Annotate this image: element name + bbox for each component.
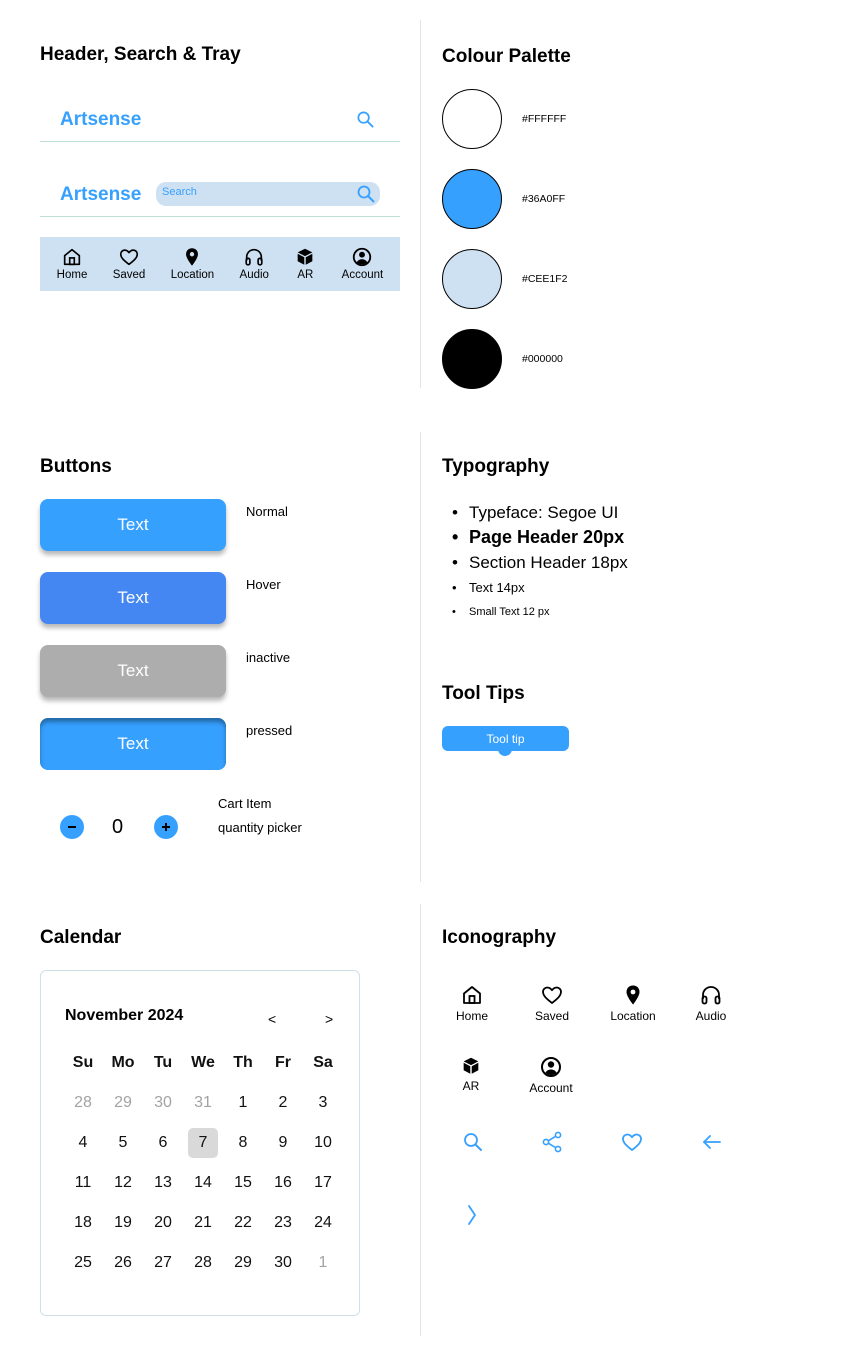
- calendar-day[interactable]: 4: [78, 1134, 88, 1151]
- typography-list: [452, 500, 628, 625]
- cube-icon: [294, 246, 316, 268]
- calendar-grid: [63, 1043, 343, 1283]
- button-state-label: Normal: [246, 504, 288, 519]
- calendar-month-label: November 2024: [65, 1007, 184, 1024]
- search-placeholder: Search: [162, 186, 197, 198]
- icon-sample-account: [511, 1055, 591, 1095]
- tray-item-home[interactable]: [57, 246, 88, 282]
- button-state-label: pressed: [246, 723, 293, 738]
- calendar-day-selected[interactable]: [183, 1123, 223, 1163]
- heart-outline-icon: [620, 1130, 644, 1154]
- calendar-day[interactable]: 14: [194, 1174, 212, 1191]
- calendar-day[interactable]: 26: [114, 1254, 132, 1271]
- icon-sample-home: [432, 983, 512, 1023]
- section-title-iconography: Iconography: [442, 927, 557, 948]
- section-title-tooltips: Tool Tips: [442, 683, 525, 704]
- weekday-label: Su: [72, 1054, 94, 1071]
- section-title-buttons: Buttons: [40, 456, 112, 477]
- section-title-header: Header, Search & Tray: [40, 44, 241, 65]
- heart-icon: [540, 983, 564, 1007]
- calendar-next-button[interactable]: >: [325, 1011, 334, 1027]
- header-underline-2: [40, 216, 400, 217]
- calendar-day[interactable]: 20: [154, 1214, 172, 1231]
- calendar-prev-button[interactable]: <: [268, 1011, 277, 1027]
- icon-label: AR: [462, 1079, 480, 1093]
- swatch-label: #36A0FF: [522, 193, 566, 205]
- icon-label: Home: [455, 1009, 488, 1023]
- weekday-label: Mo: [111, 1054, 135, 1071]
- home-icon: [460, 983, 484, 1007]
- calendar-day[interactable]: 6: [158, 1134, 168, 1151]
- typography-item: • Typeface: Segoe UI: [452, 500, 628, 525]
- chevron-right-icon: [460, 1203, 484, 1227]
- tray-item-account[interactable]: [342, 246, 384, 282]
- weekday-label: Tu: [153, 1054, 173, 1071]
- section-title-typography: Typography: [442, 456, 550, 477]
- calendar-day[interactable]: 29: [114, 1094, 132, 1111]
- headphones-icon: [243, 246, 265, 268]
- weekday-label: Th: [233, 1054, 253, 1071]
- icon-label: Location: [610, 1009, 656, 1023]
- tray-label: Home: [56, 269, 88, 281]
- button-state-label: Hover: [246, 577, 281, 592]
- calendar-day[interactable]: 31: [194, 1094, 212, 1111]
- weekday-label: Fr: [275, 1054, 291, 1071]
- calendar-day[interactable]: 28: [74, 1094, 92, 1111]
- button-normal[interactable]: Text: [40, 499, 226, 551]
- typography-item: • Text 14px: [452, 575, 628, 600]
- swatch-light-blue: [442, 249, 502, 309]
- location-pin-icon: [181, 246, 203, 268]
- icon-sample-saved: [512, 983, 592, 1023]
- icon-label: Audio: [695, 1009, 727, 1023]
- calendar-day[interactable]: 12: [114, 1174, 132, 1191]
- swatch-white: [442, 89, 502, 149]
- tray-label: Location: [170, 269, 215, 281]
- header-underline-1: [40, 141, 400, 142]
- search-icon: [461, 1130, 485, 1154]
- calendar-day[interactable]: 8: [238, 1134, 248, 1151]
- divider-bottom: [420, 904, 421, 1336]
- icon-label: Account: [529, 1081, 573, 1095]
- calendar-day[interactable]: 1: [318, 1254, 328, 1271]
- calendar-day[interactable]: 1: [238, 1094, 248, 1111]
- brand-logo-text-2[interactable]: Artsense: [60, 184, 142, 205]
- divider-middle: [420, 432, 421, 882]
- heart-icon: [118, 246, 140, 268]
- arrow-left-icon: [700, 1130, 724, 1154]
- swatch-label: #CEE1F2: [522, 273, 568, 285]
- tray-item-saved[interactable]: [113, 246, 146, 282]
- account-icon: [351, 246, 373, 268]
- calendar-day[interactable]: 16: [274, 1174, 292, 1191]
- calendar-day[interactable]: 9: [278, 1134, 288, 1151]
- tooltip: Tool tip: [442, 726, 569, 751]
- calendar-day[interactable]: 2: [278, 1094, 288, 1111]
- swatch-blue: [442, 169, 502, 229]
- quantity-increase-button[interactable]: [154, 815, 178, 839]
- quantity-label-line2: quantity picker: [218, 820, 302, 835]
- button-state-label: inactive: [246, 650, 291, 665]
- weekday-label: Sa: [313, 1054, 333, 1071]
- tray-item-audio[interactable]: [240, 246, 269, 282]
- calendar-day[interactable]: 5: [118, 1134, 128, 1151]
- typography-item: • Small Text 12 px: [452, 600, 628, 625]
- calendar-day[interactable]: 17: [314, 1174, 332, 1191]
- divider-top: [420, 20, 421, 388]
- tray-item-location[interactable]: [171, 246, 214, 282]
- swatch-label: #FFFFFF: [522, 113, 567, 125]
- search-bar[interactable]: [156, 182, 380, 206]
- calendar-day[interactable]: 28: [194, 1254, 212, 1271]
- icon-sample-location: [593, 983, 673, 1023]
- plus-icon: [160, 821, 172, 833]
- calendar-day[interactable]: 25: [74, 1254, 92, 1271]
- calendar-day[interactable]: 30: [274, 1254, 292, 1271]
- calendar-day[interactable]: 13: [154, 1174, 172, 1191]
- section-title-calendar: Calendar: [40, 927, 122, 948]
- button-inactive: Text: [40, 645, 226, 697]
- calendar-day[interactable]: 3: [318, 1094, 328, 1111]
- home-icon: [61, 246, 83, 268]
- calendar-day[interactable]: 30: [154, 1094, 172, 1111]
- section-title-palette: Colour Palette: [442, 46, 571, 67]
- calendar-day[interactable]: 27: [154, 1254, 172, 1271]
- swatch-black: [442, 329, 502, 389]
- tray-label: Saved: [112, 269, 146, 281]
- button-hover[interactable]: Text: [40, 572, 226, 624]
- tray-label: Audio: [239, 269, 269, 281]
- typography-item: • Page Header 20px: [452, 525, 628, 550]
- cube-icon: [460, 1055, 482, 1077]
- quantity-value: 0: [112, 816, 124, 838]
- icon-label: Saved: [534, 1009, 570, 1023]
- icon-sample-audio: [671, 983, 751, 1023]
- tray-item-ar[interactable]: [294, 246, 316, 282]
- calendar-day[interactable]: 19: [114, 1214, 132, 1231]
- calendar-day[interactable]: 11: [74, 1174, 92, 1191]
- bottom-tray: [40, 237, 400, 291]
- calendar-day[interactable]: 21: [194, 1214, 212, 1231]
- calendar-day[interactable]: 10: [314, 1134, 332, 1151]
- calendar-day[interactable]: 15: [234, 1174, 252, 1191]
- calendar: [40, 970, 360, 1316]
- brand-logo-text[interactable]: Artsense: [60, 109, 142, 130]
- selected-day-label: 7: [188, 1128, 218, 1158]
- headphones-icon: [699, 983, 723, 1007]
- quantity-label-line1: Cart Item: [218, 796, 272, 811]
- tray-label: AR: [297, 269, 314, 281]
- weekday-label: We: [191, 1054, 215, 1071]
- calendar-day[interactable]: 22: [234, 1214, 252, 1231]
- button-pressed[interactable]: Text: [40, 718, 226, 770]
- calendar-day[interactable]: 29: [234, 1254, 252, 1271]
- quantity-decrease-button[interactable]: [60, 815, 84, 839]
- share-icon: [540, 1130, 564, 1154]
- search-bar-icon[interactable]: [356, 184, 376, 204]
- minus-icon: [66, 821, 78, 833]
- swatch-label: #000000: [522, 353, 563, 365]
- search-icon[interactable]: [356, 110, 375, 129]
- location-pin-icon: [621, 983, 645, 1007]
- calendar-day[interactable]: 23: [274, 1214, 292, 1231]
- quantity-picker-label: [218, 792, 302, 840]
- icon-sample-ar: [431, 1055, 511, 1093]
- calendar-day[interactable]: 24: [314, 1214, 332, 1231]
- account-icon: [539, 1055, 563, 1079]
- typography-item: • Section Header 18px: [452, 550, 628, 575]
- tray-label: Account: [341, 269, 384, 281]
- calendar-day[interactable]: 18: [74, 1214, 92, 1231]
